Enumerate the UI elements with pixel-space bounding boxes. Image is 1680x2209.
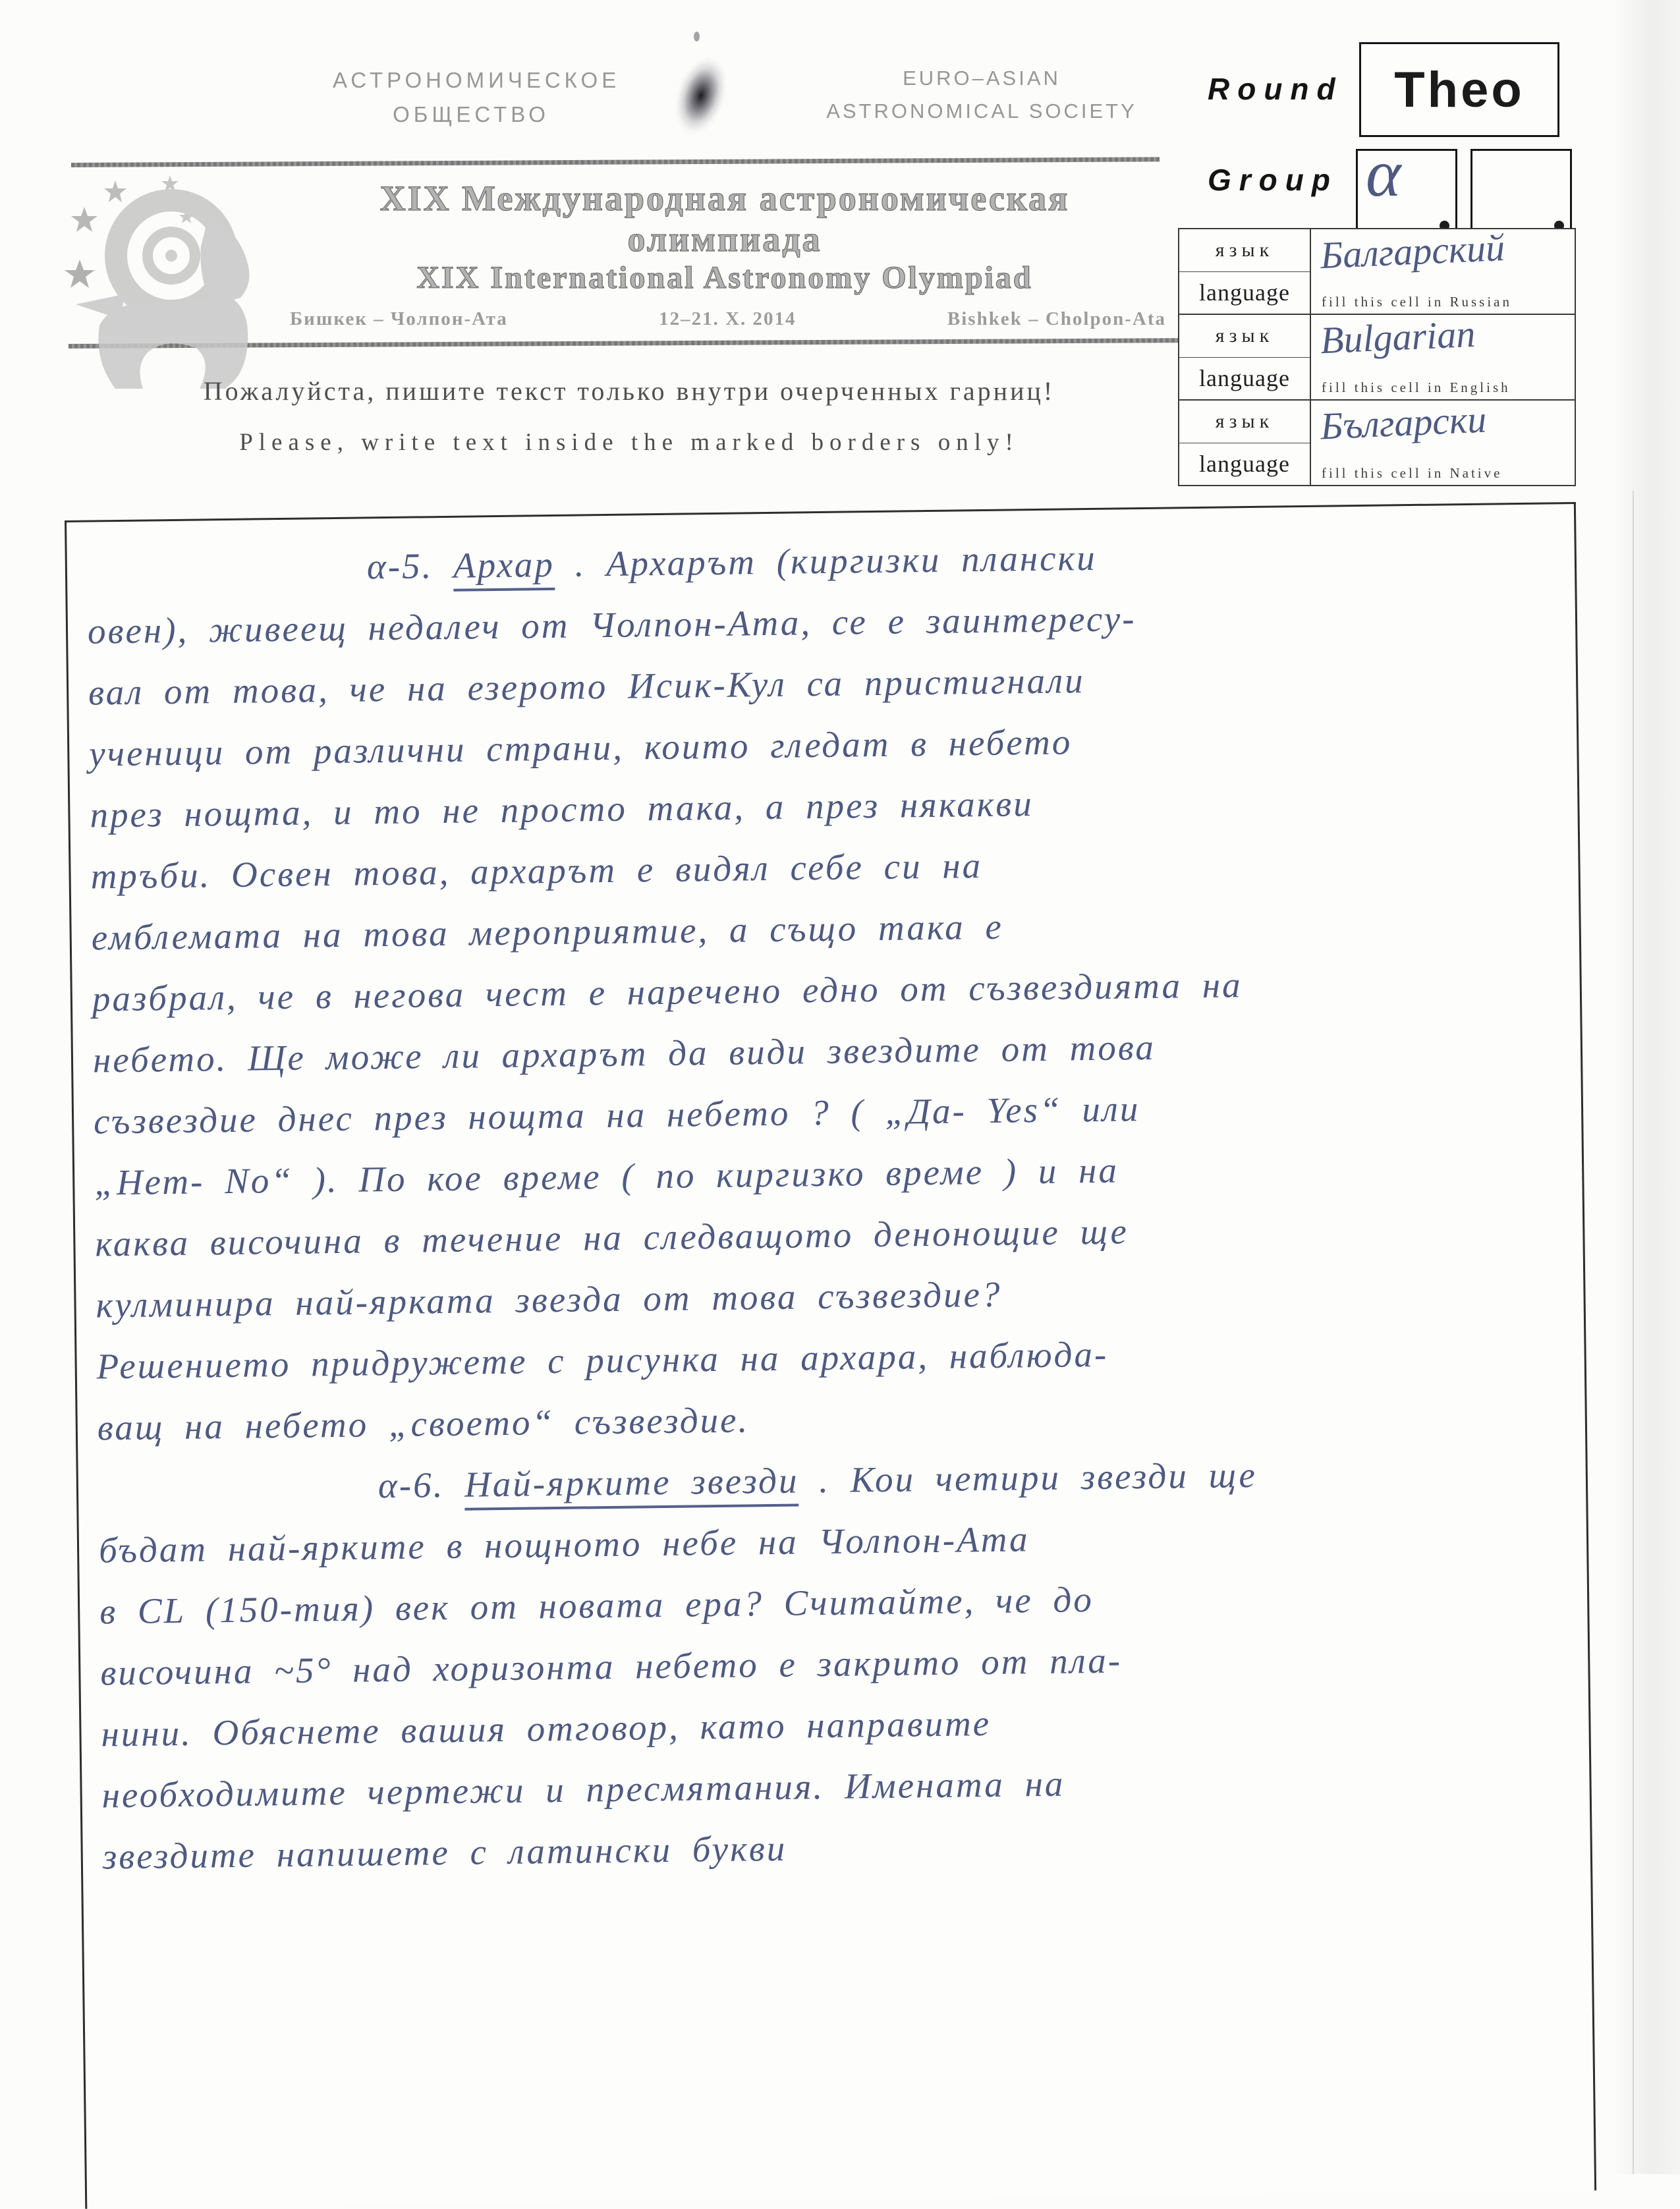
language-label-ru: язык: [1179, 229, 1310, 272]
society-name-english-line2: ASTRONOMICAL SOCIETY: [826, 99, 1137, 123]
language-value-cell-native: [1311, 397, 1572, 485]
handwriting-segment: тръби. Освен това, архарът е видял себе си на: [90, 845, 983, 897]
language-label-cell: [1179, 401, 1311, 485]
handwriting-segment: каква височина в течение на следващото денонощие ще: [95, 1211, 1129, 1264]
society-name-russian-line1: АСТРОНОМИЧЕСКОЕ: [333, 68, 621, 92]
handwriting-segment: нини. Обяснете вашия отговор, като направите: [101, 1702, 992, 1754]
underlined-problem-title: Архар: [453, 544, 555, 592]
society-name-russian-line2: ОБЩЕСТВО: [393, 102, 549, 126]
venue-russian: Бишкек – Чолпон-Ата: [290, 308, 508, 329]
language-value-handwritten: Bulgarian: [1319, 312, 1476, 362]
scan-edge-shadow: [1614, 0, 1680, 2174]
handwriting-segment: ващ на небето „своето“ съзвездие.: [97, 1399, 750, 1448]
handwriting-segment: бъдат най-ярките в нощното небе на Чолпон-Ата: [98, 1519, 1030, 1571]
language-label-ru: язык: [1179, 315, 1310, 358]
underlined-problem-title: Най-ярките звезди: [464, 1460, 799, 1510]
handwriting-segment: α-5.: [366, 545, 454, 587]
handwriting-segment: ученици от различни страни, които гледат в небето: [88, 721, 1073, 774]
handwriting-segment: . Архарът (киргизки плански: [554, 537, 1098, 584]
language-label-cell: [1179, 229, 1311, 314]
argali-ram-logo: [36, 169, 316, 407]
handwriting-segment: небето. Ще може ли архарът да види звездите от това: [92, 1026, 1156, 1080]
group-value-box-2: [1470, 149, 1572, 237]
handwriting-segment: през нощта, и то не просто така, а през някакви: [90, 783, 1034, 835]
handwriting-segment: емблемата на това мероприятие, а също така е: [91, 906, 1004, 958]
language-row-native: [1179, 397, 1575, 485]
language-value-handwritten: Балгарский: [1319, 225, 1506, 277]
group-handwritten-alpha: α: [1366, 136, 1401, 211]
banner-rule-top: [71, 157, 1160, 167]
handwriting-segment: разбрал, че в негова чест е наречено едно от съзвездията на: [92, 965, 1243, 1019]
instruction-english: Please, write text inside the marked borders only!: [239, 429, 1019, 456]
event-dates: 12–21. X. 2014: [659, 308, 797, 329]
handwriting-segment: височина ~5° над хоризонта небето е закрито от пла-: [99, 1640, 1123, 1693]
round-value-box: [1359, 42, 1559, 137]
handwriting-segment: звездите напишете с латински букви: [102, 1828, 787, 1877]
language-fill-hint: fill this cell in Native: [1322, 465, 1503, 481]
language-value-cell-russian: [1311, 225, 1572, 314]
group-label: Group: [1208, 163, 1338, 197]
language-table: [1178, 225, 1576, 486]
galaxy-logo-image: [649, 29, 754, 155]
handwriting-segment: „Нет- No“ ). По кое време ( по киргизко време ) и на: [94, 1150, 1119, 1203]
society-name-english: [807, 62, 1156, 128]
round-value: Theo: [1394, 61, 1525, 118]
handwriting-segment: в CL (150-тия) век от новата ера? Считайте, че до: [99, 1579, 1094, 1632]
answer-writing-area: [65, 502, 1596, 2209]
venue-and-dates-row: [290, 308, 1166, 330]
language-label-cell: [1179, 315, 1311, 399]
olympiad-title-russian: XIX Международная астрономическая олимпиада: [379, 179, 1070, 259]
group-value-box-1: [1356, 136, 1457, 237]
language-label-en: language: [1199, 365, 1290, 392]
language-fill-hint: fill this cell in English: [1322, 379, 1511, 395]
language-row-russian: [1179, 225, 1575, 315]
handwriting-lines: [86, 520, 1623, 1887]
language-label-en: language: [1199, 451, 1290, 478]
society-name-english-line1: EURO–ASIAN: [903, 67, 1061, 90]
language-label-en: language: [1199, 279, 1290, 306]
language-value-handwritten: Български: [1319, 397, 1488, 448]
handwriting-segment: кулминира най-ярката звезда от това съзвездие?: [96, 1273, 1002, 1326]
language-row-english: [1179, 312, 1575, 401]
language-value-cell-english: [1311, 312, 1572, 399]
handwriting-segment: α-6.: [378, 1464, 465, 1506]
handwriting-segment: вал от това, че на езерото Исик-Кул са пристигнали: [88, 660, 1085, 713]
society-name-russian: [333, 63, 621, 132]
scan-edge-line: [1633, 491, 1634, 2174]
olympiad-title-english: XIX International Astronomy Olympiad: [416, 260, 1033, 295]
handwriting-segment: овен), живеещ недалеч от Чолпон-Ата, се е заинтересу-: [87, 598, 1136, 652]
venue-english: Bishkek – Cholpon-Ata: [947, 308, 1166, 329]
handwriting-segment: Решението придружете с рисунка на архара, наблюда-: [96, 1333, 1109, 1387]
instruction-russian: Пожалуйста, пишите текст только внутри очерченных гарниц!: [203, 376, 1055, 406]
handwriting-segment: съзвездие днес през нощта на небето ? ( „Да- Yes“ или: [93, 1088, 1140, 1142]
round-label: Round: [1208, 72, 1343, 106]
handwriting-segment: . Кои четири звезди ще: [798, 1455, 1258, 1501]
handwriting-segment: необходимите чертежи и пресмятания. Имената на: [101, 1763, 1065, 1816]
language-fill-hint: fill this cell in Russian: [1322, 294, 1512, 310]
language-label-ru: язык: [1179, 401, 1310, 443]
galaxy-speck: [694, 32, 700, 42]
